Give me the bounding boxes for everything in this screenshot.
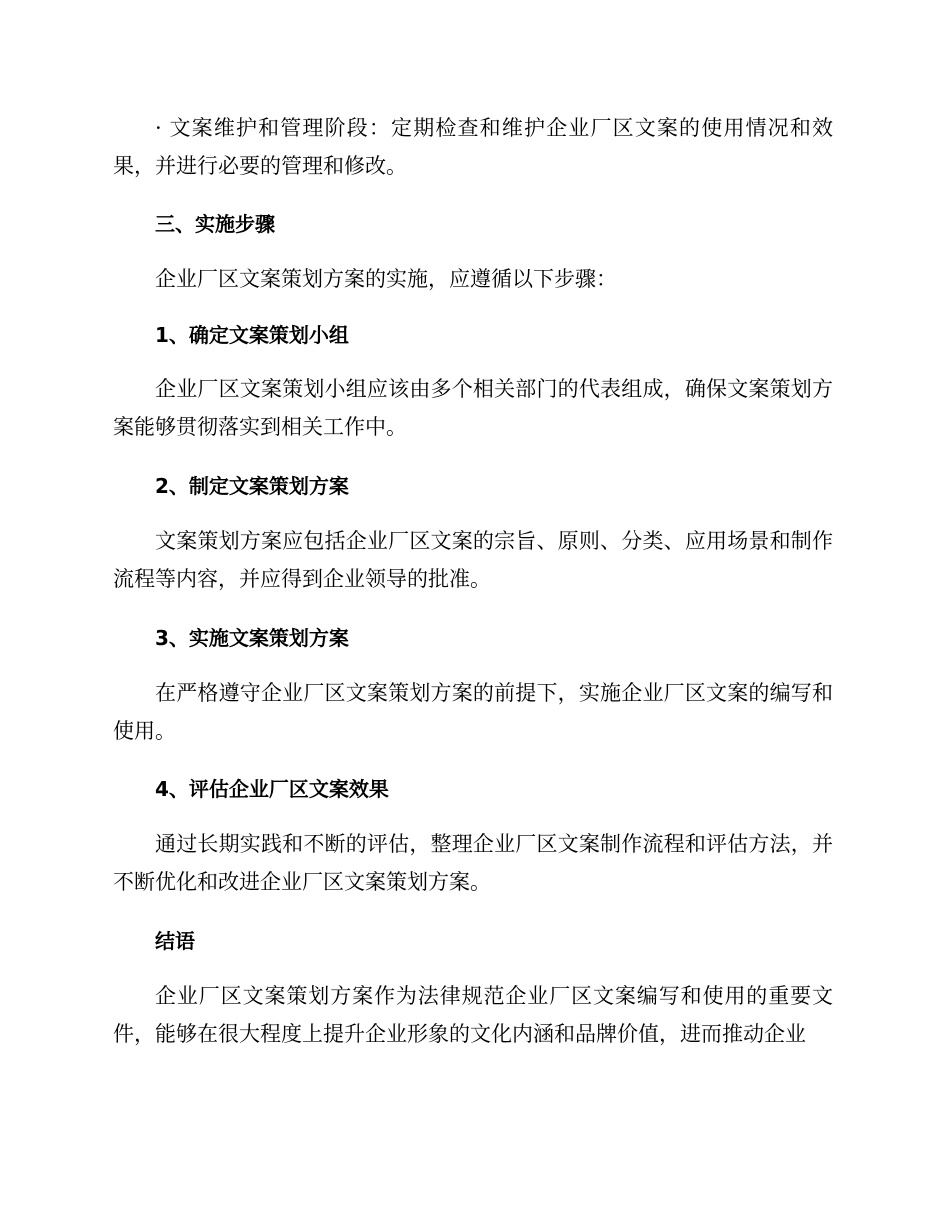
paragraph-conclusion: 企业厂区文案策划方案作为法律规范企业厂区文案编写和使用的重要文件，能够在很大程度上提升企业形象的文化内涵和品牌价值，进而推动企业: [113, 984, 833, 1046]
paragraph-steps-intro: 企业厂区文案策划方案的实施，应遵循以下步骤：: [155, 267, 617, 291]
heading-step-2: 2、制定文案策划方案: [155, 474, 349, 498]
heading-conclusion: 结语: [155, 929, 195, 953]
paragraph-step-3: 在严格遵守企业厂区文案策划方案的前提下，实施企业厂区文案的编写和使用。: [113, 681, 833, 743]
heading-step-1: 1、确定文案策划小组: [155, 323, 349, 347]
paragraph-step-2: 文案策划方案应包括企业厂区文案的宗旨、原则、分类、应用场景和制作流程等内容，并应得到企业领导的批准。: [113, 529, 833, 591]
heading-step-3: 3、实施文案策划方案: [155, 626, 349, 650]
paragraph-maintenance-stage: · 文案维护和管理阶段：定期检查和维护企业厂区文案的使用情况和效果，并进行必要的管理和修改。: [113, 116, 833, 178]
heading-implementation-steps: 三、实施步骤: [155, 212, 275, 236]
heading-step-4: 4、评估企业厂区文案效果: [155, 777, 389, 801]
paragraph-step-4: 通过长期实践和不断的评估，整理企业厂区文案制作流程和评估方法，并不断优化和改进企业厂区文案策划方案。: [113, 832, 833, 894]
paragraph-step-1: 企业厂区文案策划小组应该由多个相关部门的代表组成，确保文案策划方案能够贯彻落实到相关工作中。: [113, 377, 833, 439]
